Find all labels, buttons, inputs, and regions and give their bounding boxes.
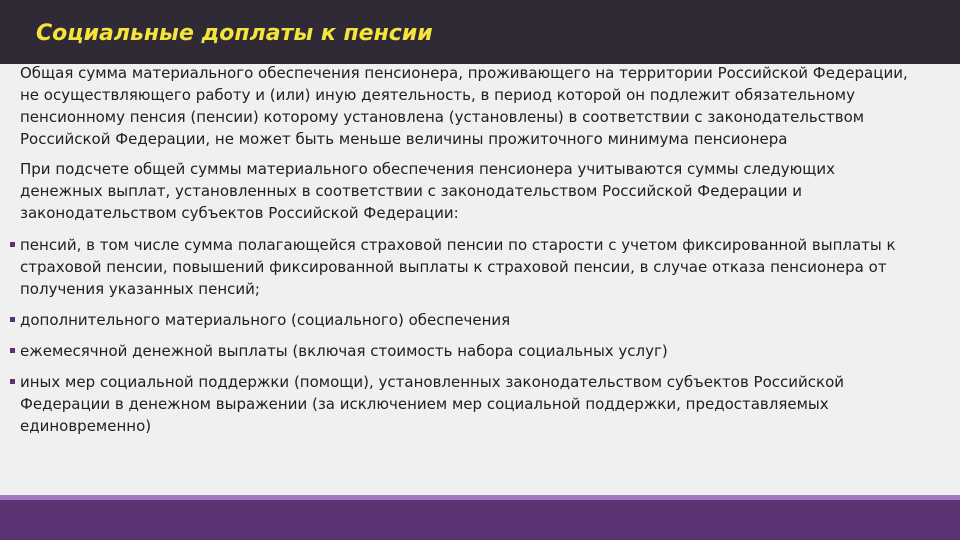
list-item [10,309,920,331]
slide-content [20,62,920,446]
list-item-text: дополнительного материального (социального) обеспечения [20,311,511,329]
bullet-square-icon [10,379,15,384]
list-item [10,340,920,362]
bullet-square-icon [10,348,15,353]
bullet-square-icon [10,317,15,322]
list-item [10,371,920,437]
paragraph-total-amount: Общая сумма материального обеспечения пенсионера, проживающего на территории Российской Федерации, не осуществляющего работу и (или) иную деятельность, в период которой он подлежит обязательному пенсионному пенсия (пенсии) которому установлена (установлены) в соответствии с законодательством Российской Федерации, не может быть меньше величины прожиточного минимума пенсионера [20,64,908,148]
list-item-text: ежемесячной денежной выплаты (включая стоимость набора социальных услуг) [20,342,668,360]
slide-title: Социальные доплаты к пенсии [36,21,433,46]
payments-list [10,234,920,437]
bullet-square-icon [10,242,15,247]
list-item-text: пенсий, в том числе сумма полагающейся страховой пенсии по старости с учетом фиксированной выплаты к страховой пенсии, повышений фиксированной выплаты к страховой пенсии, в случае отказа пенсионера от получения указанных пенсий; [20,236,896,298]
list-item [10,234,920,300]
footer-band [0,500,960,540]
title-bar [0,0,960,64]
paragraph-calculation: При подсчете общей суммы материального обеспечения пенсионера учитываются суммы следующих денежных выплат, установленных в соответствии с законодательством Российской Федерации и законодательством субъектов Российской Федерации: [20,160,836,222]
list-item-text: иных мер социальной поддержки (помощи), установленных законодательством субъектов Российской Федерации в денежном выражении (за исключением мер социальной поддержки, предоставляемых единовременно) [20,373,845,435]
